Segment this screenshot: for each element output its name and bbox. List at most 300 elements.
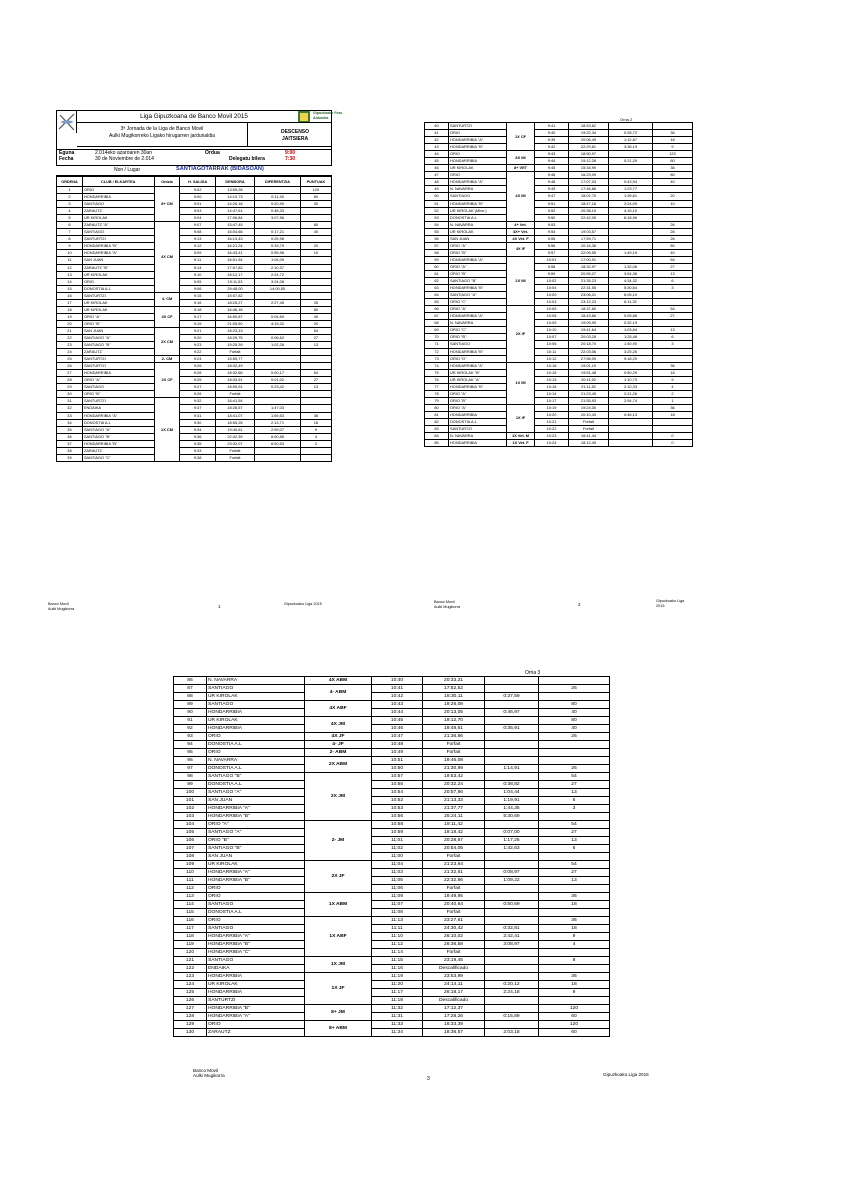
- table-row: [425, 278, 693, 285]
- time-cell: 15:57,82: [215, 292, 254, 299]
- col-puntuak: PUNTUAK: [300, 177, 331, 187]
- ordena-cell: 109: [174, 861, 207, 869]
- difference-cell: 0:35,91: [485, 725, 539, 733]
- club-cell: ORIO "A": [449, 306, 507, 313]
- points-cell: 27: [539, 829, 610, 837]
- time-cell: 16:50,87: [215, 313, 254, 320]
- orria-label: Orria 3: [525, 670, 541, 676]
- difference-cell: [255, 187, 301, 194]
- table-row: [425, 397, 693, 404]
- difference-cell: 3:07,56: [255, 215, 301, 222]
- difference-cell: 0:20,90: [255, 201, 301, 208]
- table-row: [425, 411, 693, 418]
- start-time-cell: 9:34: [180, 426, 215, 433]
- table-row: [425, 151, 693, 158]
- points-cell: [300, 236, 331, 243]
- difference-cell: [609, 172, 653, 179]
- ordena-cell: 3: [57, 201, 83, 208]
- time-cell: 22:32,86: [423, 877, 485, 885]
- club-cell: SANTURTZI: [207, 997, 305, 1005]
- club-cell: ORIO "A": [449, 242, 507, 249]
- club-cell: HONDARRIBIA "B": [449, 285, 507, 292]
- points-cell: 120: [653, 151, 693, 158]
- points-cell: 60: [300, 194, 331, 201]
- club-cell: SAN JUAN: [207, 797, 305, 805]
- start-time-cell: 10:14: [535, 390, 569, 397]
- time-cell: 23:06,01: [569, 292, 609, 299]
- category-cell: 8+ ABM: [305, 1021, 372, 1037]
- category-cell: 4X ABM: [305, 677, 372, 685]
- difference-cell: 0:38,82: [485, 781, 539, 789]
- results-sheet-page-3: [173, 670, 649, 1082]
- ordena-cell: 12: [57, 264, 83, 271]
- table-row: [57, 278, 332, 285]
- table-row: [425, 179, 693, 186]
- club-cell: HONDARRIBIA: [82, 370, 154, 377]
- time-cell: 17:06,84: [215, 215, 254, 222]
- time-cell: 21:05,50: [215, 320, 254, 327]
- table-row: [57, 250, 332, 257]
- ordena-cell: 44: [425, 151, 449, 158]
- start-time-cell: 9:52: [535, 207, 569, 214]
- difference-cell: 0:28,72: [609, 130, 653, 137]
- club-cell: DONOSTIA A.L: [449, 418, 507, 425]
- points-cell: [539, 693, 610, 701]
- start-time-cell: 11:20: [372, 981, 423, 989]
- start-time-cell: 10:44: [372, 709, 423, 717]
- ordena-cell: 53: [425, 214, 449, 221]
- time-cell: 19:03,57: [569, 228, 609, 235]
- table-row: [174, 821, 610, 829]
- start-time-cell: 9:58: [535, 263, 569, 270]
- club-cell: SANTIAGO "B": [82, 342, 154, 349]
- table-row: [174, 917, 610, 925]
- points-cell: 13: [539, 837, 610, 845]
- start-time-cell: 9:18: [180, 306, 215, 313]
- club-cell: HONDARRIBIA "B": [449, 200, 507, 207]
- table-row: [425, 390, 693, 397]
- table-row: [174, 901, 610, 909]
- table-row: [425, 144, 693, 151]
- difference-cell: [255, 327, 301, 334]
- time-cell: 20:32,24: [423, 781, 485, 789]
- ordena-cell: 121: [174, 957, 207, 965]
- table-row: [425, 242, 693, 249]
- table-row: [174, 797, 610, 805]
- points-cell: 8: [539, 957, 610, 965]
- difference-cell: 1:04,09: [255, 257, 301, 264]
- club-cell: HONDARRIBIA "A": [82, 412, 154, 419]
- table-row: [174, 1021, 610, 1029]
- ordena-cell: 50: [425, 193, 449, 200]
- start-time-cell: 10:59: [372, 829, 423, 837]
- ordena-cell: 28: [57, 377, 83, 384]
- points-cell: [300, 356, 331, 363]
- table-row: [425, 193, 693, 200]
- time-cell: Forfait: [569, 418, 609, 425]
- points-cell: 4: [653, 383, 693, 390]
- time-cell: 18:53,62: [569, 123, 609, 130]
- ordena-cell: 110: [174, 869, 207, 877]
- ordena-cell: 24: [57, 349, 83, 356]
- difference-cell: [609, 418, 653, 425]
- category-cell: 4X+ Vet.: [507, 228, 535, 235]
- difference-cell: 0:33,79: [255, 243, 301, 250]
- time-cell: 21:13,33: [423, 797, 485, 805]
- difference-cell: [255, 349, 301, 356]
- ordena-cell: 14: [57, 278, 83, 285]
- time-cell: Forfait: [423, 741, 485, 749]
- table-row: [425, 228, 693, 235]
- table-row: [57, 405, 332, 412]
- start-time-cell: 10:04: [535, 285, 569, 292]
- start-time-cell: 9:30: [180, 419, 215, 426]
- time-cell: 20:10,43: [569, 411, 609, 418]
- points-cell: 6: [653, 334, 693, 341]
- table-row: [174, 765, 610, 773]
- start-time-cell: 9:01: [180, 201, 215, 208]
- club-cell: HONDARRIBIA: [207, 709, 305, 717]
- start-time-cell: 9:42: [535, 144, 569, 151]
- points-cell: 54: [539, 861, 610, 869]
- start-time-cell: 10:08: [535, 313, 569, 320]
- club-cell: SAN JUAN: [449, 235, 507, 242]
- ordena-cell: 73: [425, 355, 449, 362]
- club-cell: HONDARRIBIA: [449, 411, 507, 418]
- time-cell: 21:35,23: [569, 278, 609, 285]
- start-time-cell: 10:45: [372, 717, 423, 725]
- difference-cell: 0:11,45: [255, 194, 301, 201]
- start-time-cell: 9:07: [180, 222, 215, 229]
- table-row: [425, 362, 693, 369]
- category-cell: 1X ABF: [305, 917, 372, 957]
- start-time-cell: 10:24: [535, 440, 569, 447]
- ordena-cell: 21: [57, 327, 83, 334]
- ordena-cell: 61: [425, 270, 449, 277]
- points-cell: [653, 299, 693, 306]
- points-cell: 26: [539, 733, 610, 741]
- time-cell: 16:21,24: [215, 243, 254, 250]
- ordena-cell: 95: [174, 749, 207, 757]
- table-row: [425, 158, 693, 165]
- points-cell: 80: [653, 242, 693, 249]
- time-cell: 18:43,66: [569, 313, 609, 320]
- ordena-cell: 92: [174, 725, 207, 733]
- start-time-cell: 10:41: [372, 685, 423, 693]
- ordena-cell: 13: [57, 271, 83, 278]
- time-cell: Forfait: [423, 909, 485, 917]
- time-cell: 14:26,18: [215, 201, 254, 208]
- results-table-page-2: [424, 122, 693, 447]
- start-time-cell: 9:31: [180, 412, 215, 419]
- club-cell: SANTURTZI: [82, 398, 154, 405]
- table-row: [425, 123, 693, 130]
- club-cell: ORIO "A": [449, 263, 507, 270]
- time-cell: [569, 221, 609, 228]
- table-row: [174, 925, 610, 933]
- difference-cell: [609, 235, 653, 242]
- ordena-cell: 103: [174, 813, 207, 821]
- club-cell: UR KIROLAK: [449, 228, 507, 235]
- start-time-cell: 9:38: [180, 454, 215, 461]
- time-cell: Forfait: [215, 391, 254, 398]
- points-cell: [300, 363, 331, 370]
- start-time-cell: 9:14: [180, 264, 215, 271]
- footer-aulki: Aulki Mugikorra: [193, 1073, 225, 1078]
- points-cell: 9: [653, 376, 693, 383]
- start-time-cell: 9:00: [180, 194, 215, 201]
- start-time-cell: 10:01: [535, 256, 569, 263]
- points-cell: 3: [539, 805, 610, 813]
- points-cell: [539, 853, 610, 861]
- points-cell: 26: [539, 685, 610, 693]
- points-cell: 36: [653, 165, 693, 172]
- points-cell: [300, 391, 331, 398]
- category-cell: 4X CF: [154, 306, 180, 327]
- ordena-cell: 47: [425, 172, 449, 179]
- footer-right: Gipuzkoako Liga 2015: [284, 602, 322, 606]
- ordena-cell: 77: [425, 383, 449, 390]
- time-cell: 20:54,05: [423, 845, 485, 853]
- table-row: [174, 837, 610, 845]
- time-cell: 15:34,99: [569, 165, 609, 172]
- table-row: [57, 391, 332, 398]
- category-cell: 4X CM: [154, 222, 180, 292]
- start-time-cell: 10:23: [535, 433, 569, 440]
- start-time-cell: 11:00: [372, 853, 423, 861]
- club-cell: ORIO: [207, 749, 305, 757]
- difference-cell: 0:00,17: [255, 370, 301, 377]
- club-cell: SANTURTZI: [82, 292, 154, 299]
- time-cell: 18:12,49: [569, 440, 609, 447]
- footer-aulki: Aulki Mugikorra: [434, 605, 461, 609]
- club-cell: ORIO "C": [449, 299, 507, 306]
- category-cell: 4X IF: [507, 242, 535, 256]
- difference-cell: 3:36,19: [609, 144, 653, 151]
- category-cell: 2X JM: [305, 773, 372, 821]
- time-cell: Forfait: [215, 349, 254, 356]
- ordena-cell: 122: [174, 965, 207, 973]
- time-cell: 19:24,30: [569, 404, 609, 411]
- ordena-cell: 130: [174, 1029, 207, 1037]
- points-cell: 0: [653, 433, 693, 440]
- points-cell: [653, 355, 693, 362]
- ordena-cell: 30: [57, 391, 83, 398]
- table-row: [174, 877, 610, 885]
- points-cell: 2: [300, 440, 331, 447]
- difference-cell: 0:20,12: [485, 981, 539, 989]
- start-time-cell: 9:02: [180, 187, 215, 194]
- ordena-cell: 19: [57, 313, 83, 320]
- start-time-cell: 9:45: [535, 165, 569, 172]
- time-cell: 19:11,53: [215, 278, 254, 285]
- fecha-value: 30 de Noviembre de 2.014: [95, 156, 154, 162]
- club-cell: ZARAUTZ: [82, 349, 154, 356]
- time-cell: 18:55,91: [215, 384, 254, 391]
- table-row: [425, 214, 693, 221]
- difference-cell: [485, 749, 539, 757]
- difference-cell: [485, 917, 539, 925]
- ordena-cell: 96: [174, 757, 207, 765]
- start-time-cell: 9:11: [180, 257, 215, 264]
- ordena-cell: 86: [174, 677, 207, 685]
- time-cell: Descalificado: [423, 997, 485, 1005]
- club-cell: UR KIROLAK "B": [449, 369, 507, 376]
- start-time-cell: 11:08: [372, 909, 423, 917]
- difference-cell: [255, 391, 301, 398]
- start-time-cell: 10:06: [535, 341, 569, 348]
- start-time-cell: 10:43: [372, 701, 423, 709]
- points-cell: [539, 885, 610, 893]
- table-row: [57, 285, 332, 292]
- start-time-cell: 10:19: [535, 404, 569, 411]
- category-cell: 4X Vet. F: [507, 235, 535, 242]
- difference-cell: 0:17,21: [255, 229, 301, 236]
- club-cell: HONDARRIBIA: [207, 725, 305, 733]
- table-row: [425, 355, 693, 362]
- difference-cell: [485, 677, 539, 685]
- table-row: [57, 306, 332, 313]
- difference-cell: 1:09,22: [485, 877, 539, 885]
- club-cell: N. NAVARRA: [449, 433, 507, 440]
- start-time-cell: 11:14: [372, 949, 423, 957]
- table-row: [57, 447, 332, 454]
- points-cell: 18: [653, 369, 693, 376]
- time-cell: 26:36,58: [423, 941, 485, 949]
- club-cell: DONOSTIA A.L: [207, 765, 305, 773]
- start-time-cell: 10:16: [535, 362, 569, 369]
- difference-cell: 4:15,10: [609, 207, 653, 214]
- lugar-value: SANTIAGOTARRAK (BIDASOAN): [176, 166, 264, 172]
- club-cell: HONDARRIBIA "B": [449, 348, 507, 355]
- table-row: [57, 194, 332, 201]
- difference-cell: 6:00,85: [255, 433, 301, 440]
- table-row: [425, 348, 693, 355]
- category-cell: 1X ABM: [305, 893, 372, 917]
- difference-cell: 3:24,08: [255, 278, 301, 285]
- time-cell: 17:52,52: [423, 685, 485, 693]
- difference-cell: 2:03,18: [485, 1029, 539, 1037]
- points-cell: 54: [653, 256, 693, 263]
- eguna-value: 2.014eko azaroaren 30an: [95, 150, 152, 156]
- points-cell: 27: [539, 869, 610, 877]
- club-cell: ORIO "B": [449, 270, 507, 277]
- category-cell: 2- JM: [305, 821, 372, 861]
- points-cell: 40: [653, 249, 693, 256]
- ordena-cell: 74: [425, 362, 449, 369]
- difference-cell: 3:54,36: [609, 270, 653, 277]
- ordena-cell: 59: [425, 256, 449, 263]
- points-cell: [300, 285, 331, 292]
- table-row: [425, 327, 693, 334]
- table-row: [425, 200, 693, 207]
- table-row: [174, 813, 610, 821]
- ordena-cell: 48: [425, 179, 449, 186]
- points-cell: 13: [300, 342, 331, 349]
- time-cell: 16:51,54: [215, 257, 254, 264]
- difference-cell: 1:04,44: [485, 789, 539, 797]
- table-row: [57, 243, 332, 250]
- time-cell: 19:01,19: [569, 362, 609, 369]
- difference-cell: 0:25,98: [255, 236, 301, 243]
- gipuzkoa-logo-text: Gipuzkoako Foru Aldundia: [313, 111, 343, 120]
- start-time-cell: 10:42: [372, 693, 423, 701]
- ordena-cell: 90: [174, 709, 207, 717]
- footer-left: [434, 600, 460, 610]
- difference-cell: [609, 123, 653, 130]
- category-cell: 1X Vet. M: [507, 433, 535, 440]
- table-row: [425, 292, 693, 299]
- footer-left: [48, 602, 74, 612]
- difference-cell: [485, 741, 539, 749]
- difference-cell: [255, 398, 301, 405]
- points-cell: 120: [539, 1005, 610, 1013]
- points-cell: 40: [539, 725, 610, 733]
- table-row: [174, 893, 610, 901]
- club-cell: SANTIAGO: [207, 925, 305, 933]
- ordena-cell: 38: [57, 447, 83, 454]
- points-cell: 4: [300, 433, 331, 440]
- points-cell: [653, 186, 693, 193]
- category-cell: 1X CF: [507, 123, 535, 151]
- club-cell: HONDARRIBIA "C": [207, 949, 305, 957]
- col-salida: H. SALIDA: [180, 177, 215, 187]
- table-row: [425, 320, 693, 327]
- time-cell: 21:32,61: [423, 869, 485, 877]
- points-cell: [653, 123, 693, 130]
- footer-right: Gipuzkoako Liga 2015: [656, 599, 685, 608]
- table-row: [425, 256, 693, 263]
- table-row: [57, 208, 332, 215]
- start-time-cell: 9:54: [535, 228, 569, 235]
- difference-cell: [485, 973, 539, 981]
- ordena-cell: 82: [425, 418, 449, 425]
- ordena-cell: 85: [425, 440, 449, 447]
- ordena-cell: 17: [57, 299, 83, 306]
- difference-cell: 1:23,77: [609, 186, 653, 193]
- table-row: [174, 861, 610, 869]
- points-cell: 13: [539, 877, 610, 885]
- start-time-cell: 9:24: [180, 356, 215, 363]
- time-cell: 20:18,70: [569, 341, 609, 348]
- points-cell: 13: [653, 270, 693, 277]
- category-cell: 4X JM: [305, 717, 372, 733]
- time-cell: 16:04,66: [215, 229, 254, 236]
- start-time-cell: 11:05: [372, 877, 423, 885]
- ordena-cell: 89: [174, 701, 207, 709]
- table-row: [57, 201, 332, 208]
- time-cell: 20:13,05: [423, 709, 485, 717]
- time-cell: 13:59,28: [215, 187, 254, 194]
- start-time-cell: 9:26: [180, 363, 215, 370]
- difference-cell: 2:24,18: [485, 989, 539, 997]
- club-cell: SANTIAGO "C": [82, 454, 154, 461]
- start-time-cell: 11:09: [372, 893, 423, 901]
- club-cell: SANTIAGO: [82, 201, 154, 208]
- time-cell: 20:28,67: [423, 837, 485, 845]
- points-cell: 54: [300, 327, 331, 334]
- club-cell: SANTIAGO "B": [207, 845, 305, 853]
- category-cell: 8+ CM: [154, 187, 180, 222]
- table-row: [174, 885, 610, 893]
- time-cell: 21:23,64: [423, 861, 485, 869]
- club-cell: ORIO "B": [82, 391, 154, 398]
- ordena-cell: 98: [174, 773, 207, 781]
- club-cell: ORIO "A": [449, 404, 507, 411]
- difference-cell: [609, 440, 653, 447]
- club-cell: HONDARRIBIA "A": [207, 805, 305, 813]
- start-time-cell: 11:11: [372, 925, 423, 933]
